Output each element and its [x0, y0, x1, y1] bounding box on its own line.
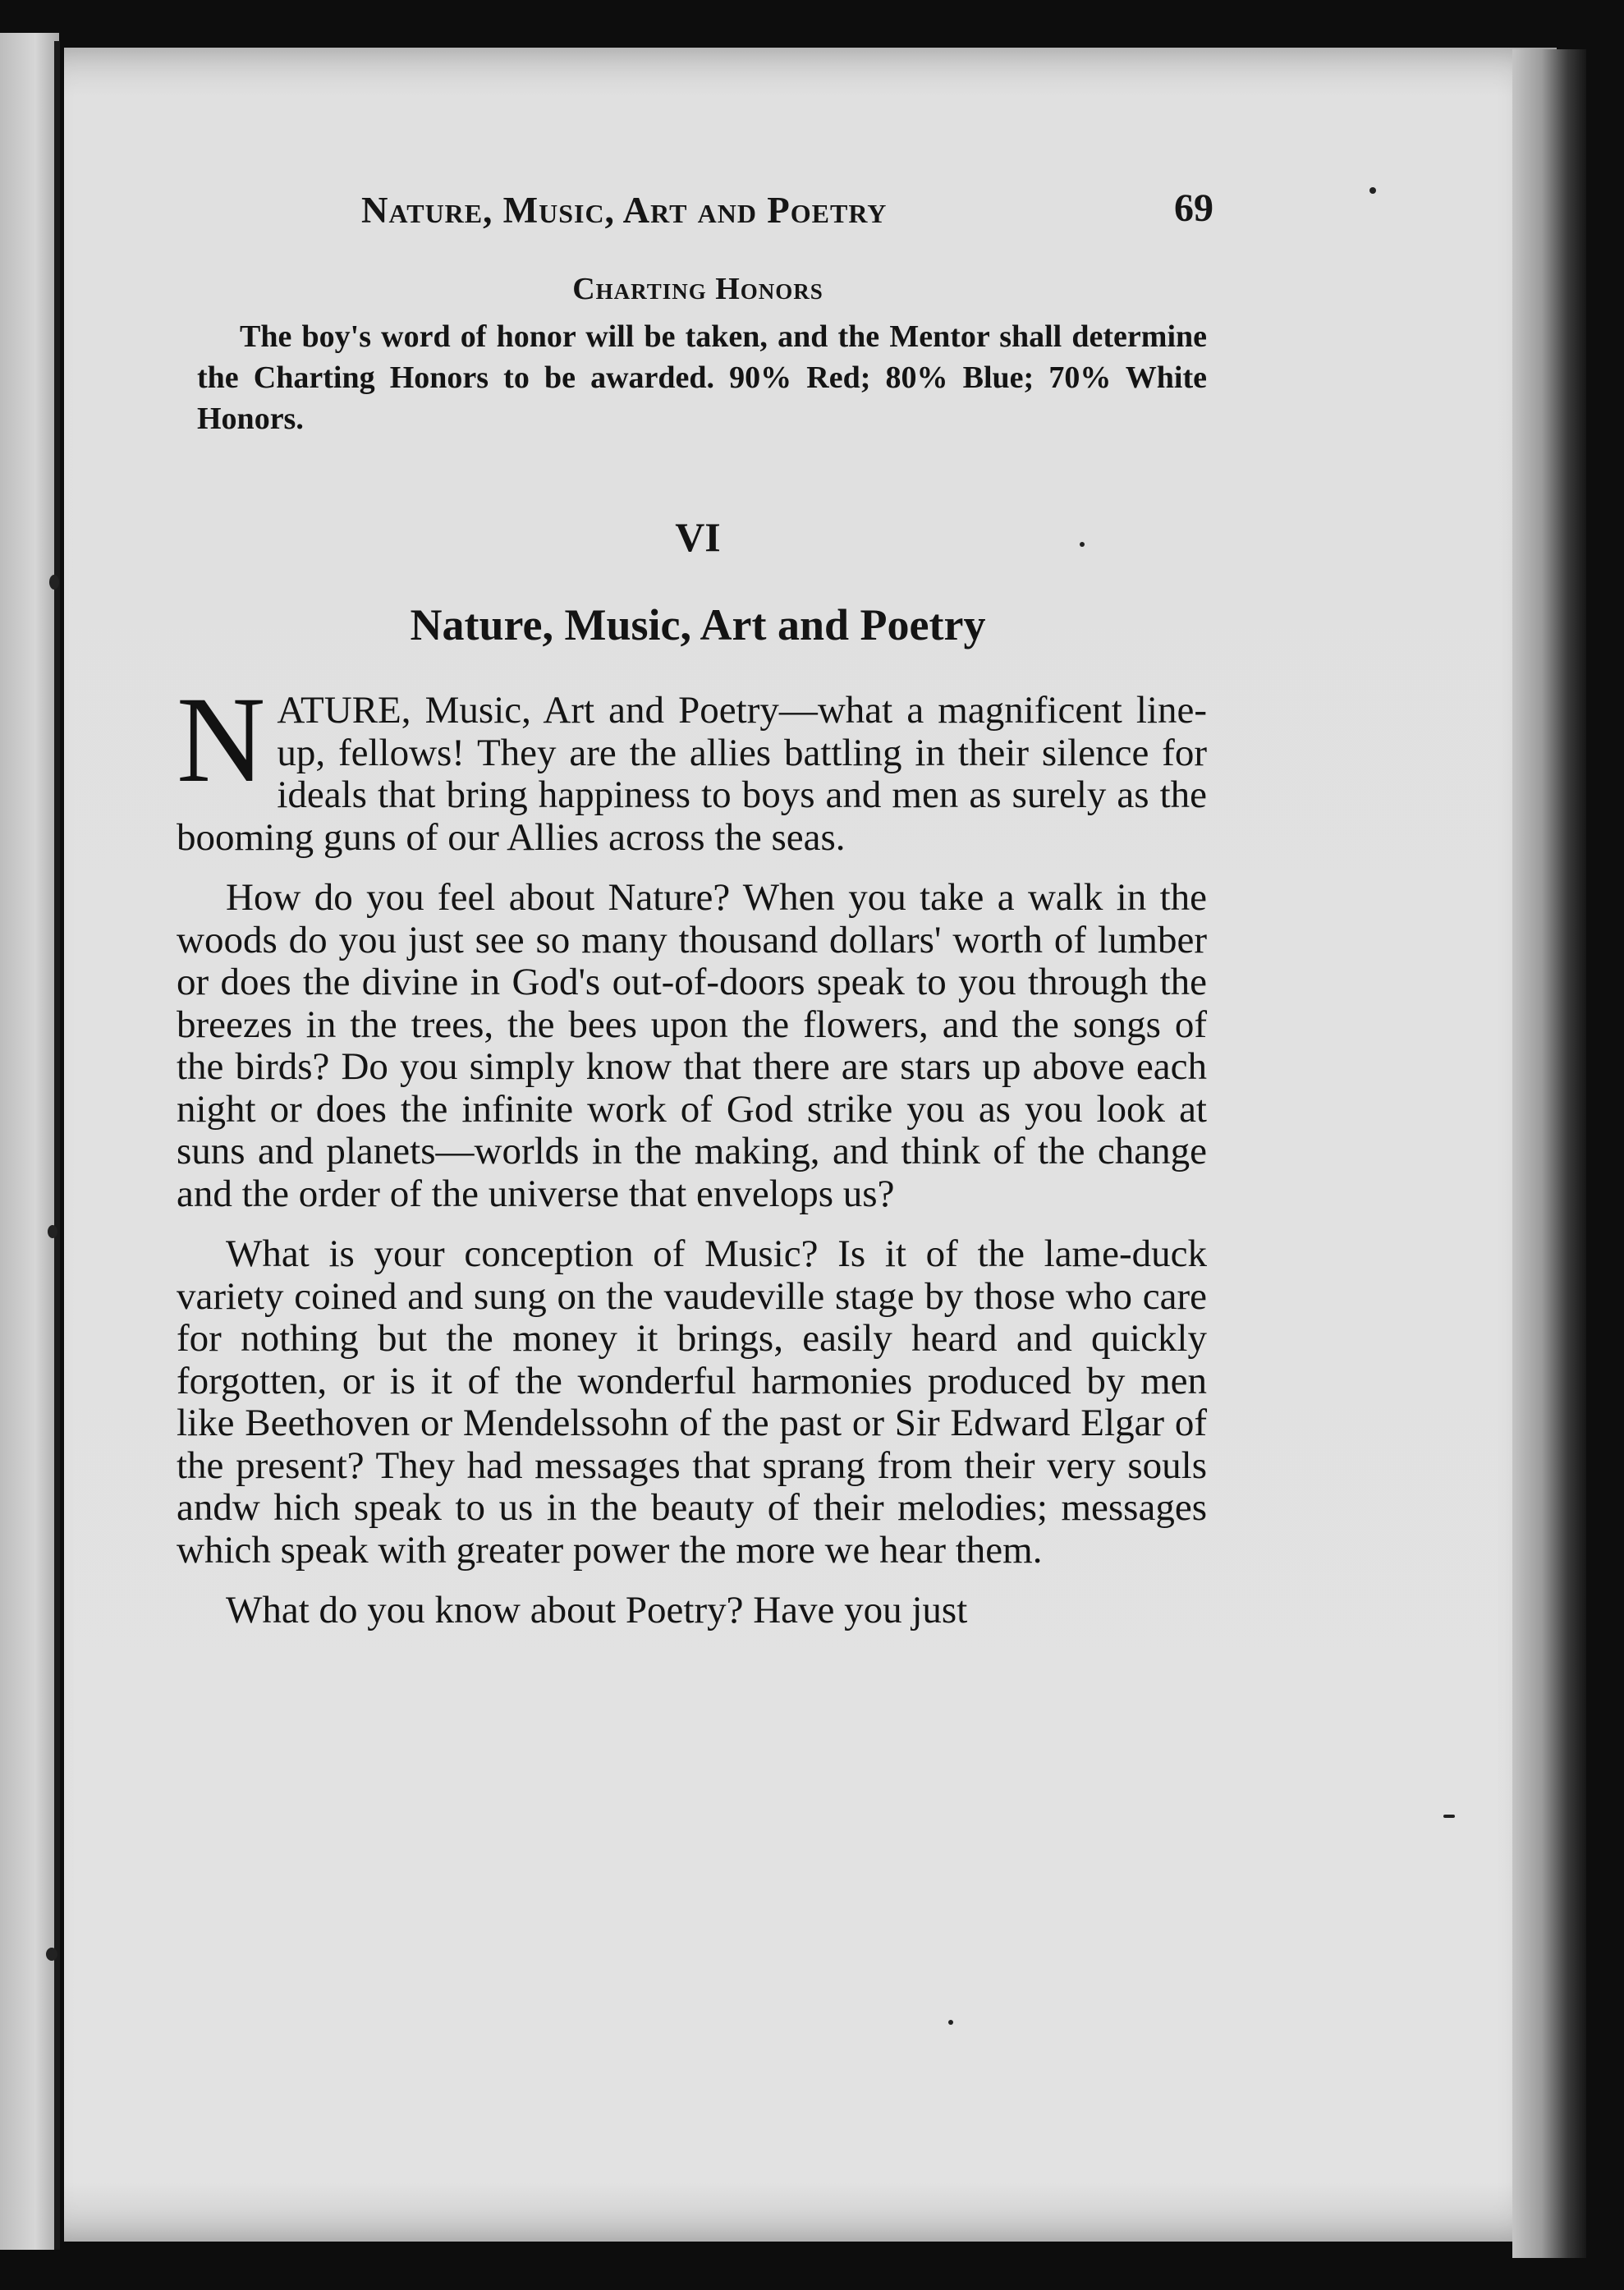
paragraph-2: How do you feel about Nature? When you take a walk in the woods do you just see so many thousand dollars' worth of lumber or does the divine in God's out-of-doors speak to you through the breezes in the trees, the bees upon the flowers, and the songs of the birds? Do you simply know that there are stars up above each night or does the infinite work of God strike you as you look at suns and planets—worlds in the making, and think of the change and the order of the universe that envelops us? [177, 876, 1207, 1215]
paragraph-4: What do you know about Poetry? Have you just [226, 1589, 968, 1631]
drop-cap: N [177, 672, 266, 808]
scan-speck [948, 2020, 953, 2025]
scan-speck [46, 1948, 57, 1961]
running-head [345, 186, 1248, 243]
running-title: Nature, Music, Art and Poetry [361, 190, 888, 231]
section-heading: Charting Honors [572, 272, 823, 306]
scan-speck [1443, 1815, 1455, 1818]
paragraph-1 [177, 672, 1207, 859]
book-gutter [0, 33, 59, 2250]
paragraph-3: What is your conception of Music? Is it of the lame-duck variety coined and sung on the vaudeville stage by those who care for nothing but the money it brings, easily heard and quickly forgotten, or is it of the wonderful harmonies produced by men like Beethoven or Mendelssohn of the past or Sir Edward Elgar of the present? They had messages that sprang from their very souls andw hich speak to us in the beauty of their melodies; messages which speak with greater power the more we hear them. [177, 1232, 1207, 1572]
scan-speck [48, 1225, 57, 1238]
scan-speck [1080, 542, 1085, 547]
scan-speck [1369, 187, 1376, 194]
page-number: 69 [1174, 186, 1213, 230]
paragraph-1-text: ATURE, Music, Art and Poetry—what a magnificent line-up, fellows! They are the allies battling in their silence for ideals that bring happiness to boys and men as surely as the booming guns of our Allies across the seas. [177, 689, 1207, 859]
gutter-edge [54, 41, 60, 2250]
page-edge-shadow [1512, 49, 1586, 2258]
chapter-body [177, 672, 1207, 1650]
scan-speck [49, 575, 59, 590]
chapter-title: Nature, Music, Art and Poetry [410, 600, 986, 649]
honors-paragraph: The boy's word of honor will be taken, and the Mentor shall determine the Charting Honors to be awarded. 90% Red; 80% Blue; 70% White Honors. [197, 319, 1207, 436]
chapter-number: VI [675, 514, 721, 560]
